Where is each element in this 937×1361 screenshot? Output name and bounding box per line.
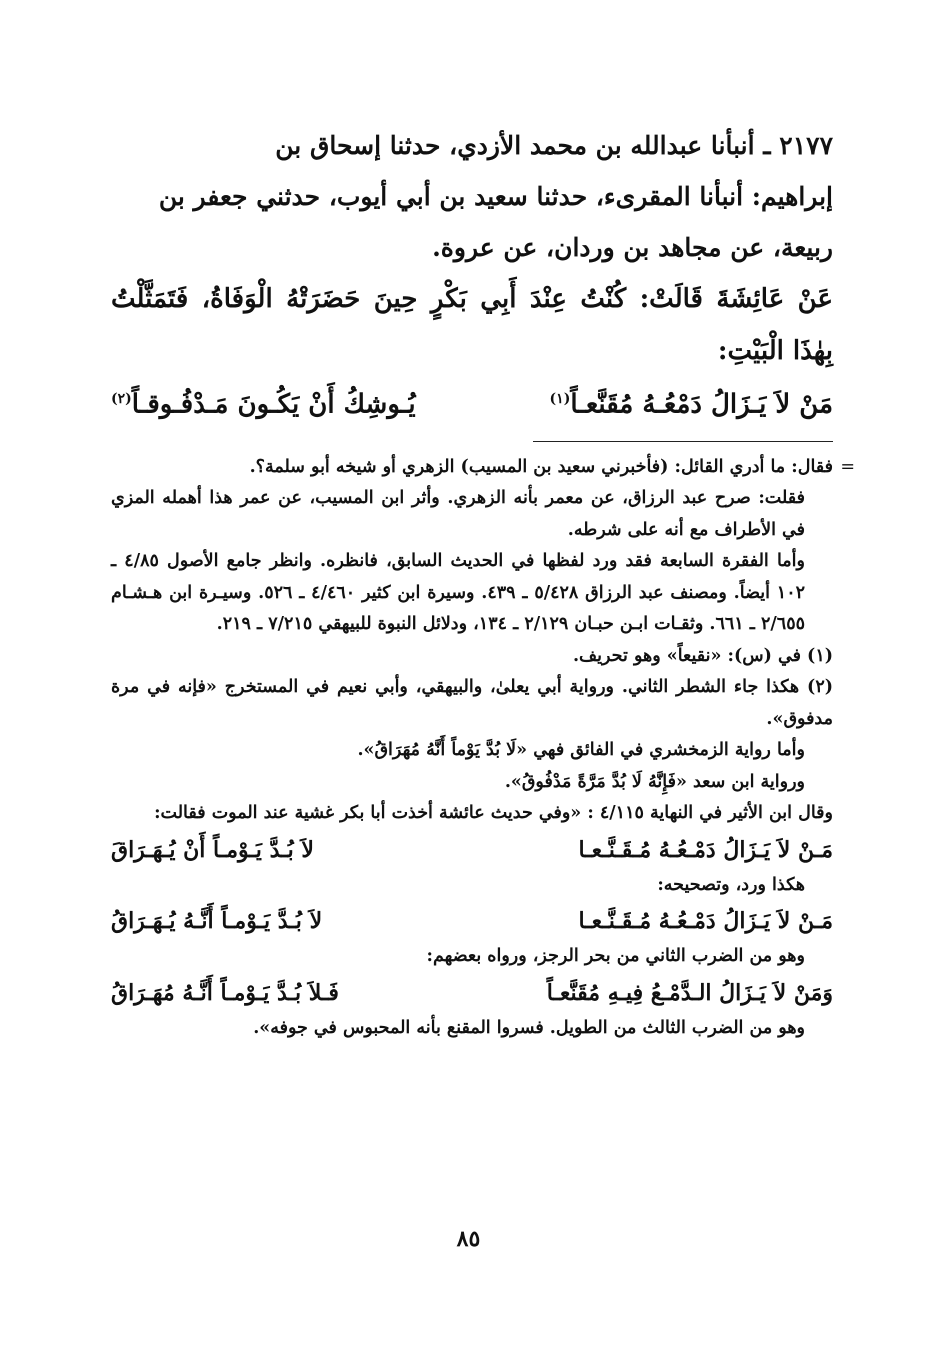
footnote-paragraph: وقال ابن الأثير في النهاية ٤/١١٥ : «وفي حديث عائشة أخذت أبا بكر غشية عند الموت فقالت: [154, 803, 833, 824]
isnad-line: ٢١٧٧ ـ أنبأنا عبدالله بن محمد الأزدي، حدثنا إسحاق بن [275, 131, 833, 160]
hadith-text: عَنْ عَائِشَةَ قَالَتْ: كُنْتُ عِنْدَ أَبِي بَكْرٍ حِينَ حَضَرَتْهُ الْوَفَاةُ، فَتَمَثَّلْتُ بِهٰذَا الْبَيْتِ: [111, 284, 833, 366]
page-body [111, 120, 855, 1044]
verse-second-hemistich: لاَ بُـدَّ يَـوْمـاً أَنَّـهُ يُـهَـرَاقُ [111, 908, 323, 935]
footnote-mark: (١) [549, 391, 571, 407]
footnote-paragraph: هكذا ورد، وتصحيحه: [657, 874, 805, 895]
verse-first-hemistich: مَـنْ لاَ يَـزَالُ دَمْـعُـهُ مُـقَـنَّـعـا [578, 908, 833, 935]
footnote-verse [111, 832, 833, 868]
continuation-mark: = [840, 456, 855, 477]
verse-second-hemistich: فَـلاَ بُـدَّ يَـوْمـاً أَنَّـهُ مُهَـرَاقُ [111, 979, 339, 1006]
footnote-paragraph: وأما الفقرة السابعة فقد ورد لفظها في الحديث السابق، فانظره. وانظر جامع الأصول ٤/٨٥ ـ ١٠٢ أيضاً. ومصنف عبد الرزاق ٥/٤٢٨ ـ ٤٣٩. وسيرة ابن كثير ٤/٤٦٠ ـ ٥٢٦. وسيـرة ابن هـشـام ٢/٦٥٥ ـ ٦٦١. وثقـات ابـن حبـان ٢/١٢٩ ـ ١٣٤، ودلائل النبوة للبيهقي ٧/٢١٥ ـ ٢١٩. [111, 551, 805, 635]
footnote-1: (١) في (س): «نقيعاً» وهو تحريف. [572, 645, 833, 666]
footnote-paragraph: وهو من الضرب الثاني من بحر الرجز، ورواه بعضهم: [426, 946, 805, 967]
footnote-paragraph: فقلت: صرح عبد الرزاق، عن معمر بأنه الزهري. وأثر ابن المسيب، عن عمر هذا أهمله المزي في الأطراف مع أنه على شرطه. [111, 488, 805, 540]
footnote-verse [111, 903, 833, 939]
footnote-2: (٢) هكذا جاء الشطر الثاني. ورواية أبي يعلىٰ، والبيهقي، وأبي نعيم في المستخرج «فإنه في مرة مدفوق». [111, 677, 833, 729]
verse-second-hemistich: لاَ بُـدَّ يَـوْمـاً أَنْ يُـهَـرَاقَ [111, 836, 314, 863]
footnotes [111, 452, 855, 1045]
footnote-paragraph: ورواية ابن سعد «فَإِنَّهُ لَا بُدَّ مَرَّةً مَدْفُوقُ». [504, 771, 805, 792]
verse-first-hemistich: مَنْ لاَ يَـزَالُ دَمْعُـهُ مُقَنَّعـاً$^{(١)}$ [549, 389, 833, 420]
footnote-continuation: = فقال: ما أدري القائل: (فأخبرني سعيد بن المسيب) الزهري أو شيخه أبو سلمة؟. [111, 452, 833, 484]
verse-first-hemistich: وَمَنْ لاَ يَـزَالُ الـدَّمْـعُ فِيـهِ مُقَنَّعـاً [546, 979, 833, 1006]
poem-verse [111, 377, 833, 427]
page-number: ٨٥ [456, 1226, 481, 1252]
verse-second-hemistich: يُـوشِكُ أَنْ يَكُـونَ مَـدْفُـوقـاً$^{(٢)}$ [111, 389, 416, 420]
footnote-paragraph: وهو من الضرب الثالث من الطويل. فسروا المقنع بأنه المحبوس في جوفه». [253, 1017, 805, 1038]
verse-first-hemistich: مَـنْ لاَ يَـزَالُ دَمْـعُـهُ مُـقَـنَّـعـا [578, 836, 833, 863]
isnad-line: ربيعة، عن مجاهد بن وردان، عن عروة. [432, 233, 833, 262]
isnad-line: إبراهيم: أنبأنا المقرىء، حدثنا سعيد بن أبي أيوب، حدثني جعفر بن [158, 182, 833, 211]
footnote-paragraph: وأما رواية الزمخشري في الفائق فهي «لَا بُدَّ يَوْماً أَنَّهُ مُهَرَاقُ». [357, 740, 805, 761]
footnote-mark: (٢) [111, 391, 132, 407]
footnote-divider [533, 441, 833, 442]
isnad [111, 120, 833, 273]
footnote-verse [111, 975, 833, 1011]
